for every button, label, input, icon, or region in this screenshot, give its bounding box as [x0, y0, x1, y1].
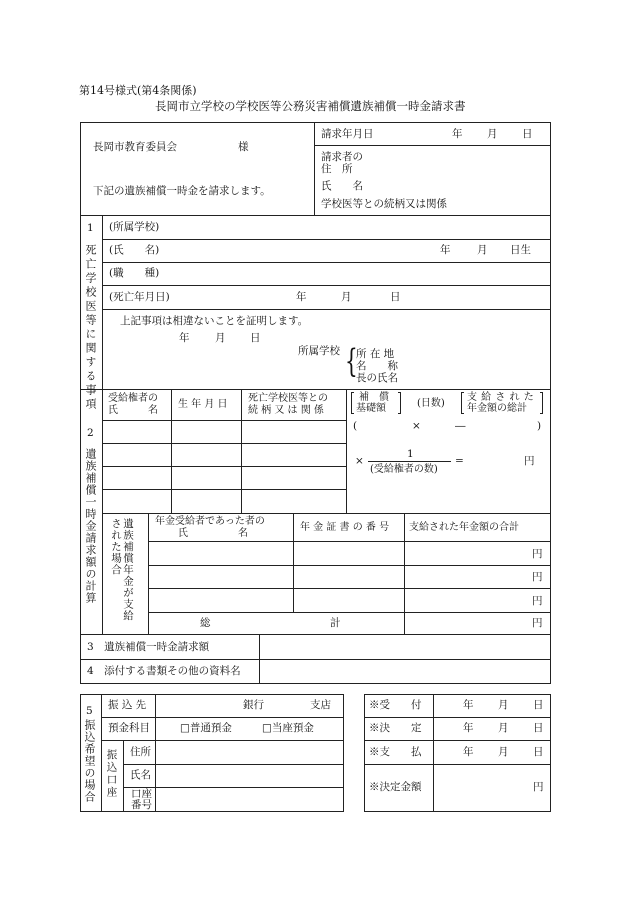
paid-year: 年: [463, 746, 474, 758]
claimant-relation-label: 学校医等との続柄又は関係: [321, 198, 447, 210]
base-label-a: 補 償: [359, 392, 389, 403]
cert-brace: {: [345, 341, 358, 381]
base-bracket-left: [351, 392, 354, 414]
heir-name-col: 氏 名: [108, 405, 158, 416]
bank-dest-label: 振 込 先: [108, 699, 147, 711]
pension-yen-1: 円: [532, 548, 543, 560]
base-label-b: 基礎額: [356, 403, 386, 414]
formula-equals: =: [455, 455, 464, 467]
request-date-label: 請求年月日: [321, 128, 374, 140]
paid-month: 月: [498, 746, 509, 758]
relation-col-a: 死亡学校医等との: [248, 393, 328, 404]
heir-col-label: 受給権者の: [108, 393, 158, 404]
fraction-bar: [368, 461, 451, 462]
account-number-label-a: 口座: [131, 788, 152, 800]
formula-yen: 円: [524, 455, 535, 467]
cert-school-label: 所属学校: [298, 345, 340, 357]
pension-total-a: 総: [200, 617, 211, 629]
deposit-type-label: 預金科目: [108, 722, 150, 734]
section5-number: 5: [86, 705, 93, 717]
checkbox-toza[interactable]: □当座預金: [262, 722, 314, 734]
formula-paren-close: ): [537, 420, 542, 432]
decided-year: 年: [463, 722, 474, 734]
bank-transfer-frame: [80, 694, 344, 812]
formula-times-2: ×: [355, 455, 364, 467]
pension-total-yen: 円: [532, 617, 543, 629]
relation-col-b: 続 柄 又 は 関 係: [248, 405, 324, 416]
birth-year: 年: [440, 244, 451, 256]
death-day: 日: [390, 291, 401, 303]
received-year: 年: [463, 699, 474, 711]
account-name-label: 氏名: [130, 769, 151, 781]
death-year: 年: [296, 291, 307, 303]
base-bracket-right: [398, 392, 401, 414]
date-day: 日: [522, 128, 533, 140]
section5-title: 振込希望の場合: [83, 719, 96, 803]
checkbox-futsu[interactable]: □普通預金: [180, 722, 232, 734]
section3-label: 3 遺族補償一時金請求額: [87, 641, 210, 653]
pension-total-b: 計: [330, 617, 341, 629]
formula-denominator: (受給権者の数): [370, 464, 438, 475]
cert-head-label: 長の氏名: [356, 372, 398, 384]
account-label: 振込口座: [105, 749, 118, 799]
pension-col-cert-no: 年 金 証 書 の 番 号: [300, 522, 390, 533]
paid-day: 日: [533, 746, 544, 758]
deceased-school-label: (所属学校): [109, 221, 160, 233]
paid-total-label-a: 支 給 さ れ た: [467, 392, 535, 403]
account-number-label-b: 番号: [131, 799, 152, 811]
office-amount-label: ※決定金額: [369, 781, 422, 793]
request-text: 下記の遺族補償一時金を請求します。: [93, 185, 271, 197]
section4-label: 4 添付する書類その他の資料名: [87, 665, 241, 677]
date-month: 月: [487, 128, 498, 140]
days-label: (日数): [417, 398, 445, 409]
form-title: 長岡市立学校の学校医等公務災害補償遺族補償一時金請求書: [155, 99, 466, 113]
birth-col: 生 年 月 日: [178, 399, 228, 410]
paid-bracket-left: [461, 392, 464, 414]
office-decided-label: ※決 定: [369, 722, 422, 734]
addressee-sama: 様: [238, 141, 249, 153]
pension-case-label: 遺族補償年金が支給された場合: [110, 518, 134, 622]
certify-text: 上記事項は相違ないことを証明します。: [120, 315, 309, 327]
pension-col-recipient-b: 氏 名: [178, 528, 248, 539]
formula-times: ×: [412, 420, 421, 432]
paid-total-label-b: 年金額の総計: [467, 403, 527, 414]
deceased-name-label: (氏 名): [109, 244, 160, 256]
cert-month: 月: [215, 332, 226, 344]
addressee: 長岡市教育委員会: [93, 141, 177, 153]
formula-paren-open: (: [353, 420, 358, 432]
birth-month: 月: [477, 244, 488, 256]
death-month: 月: [341, 291, 352, 303]
death-date-label: (死亡年月日): [109, 291, 170, 303]
claimant-of: 請求者の: [321, 151, 363, 163]
pension-col-total: 支給された年金額の合計: [409, 522, 519, 533]
bank-suffix: 銀行: [243, 699, 264, 711]
cert-day: 日: [250, 332, 261, 344]
claimant-address-label: 住 所: [321, 163, 353, 175]
account-address-label: 住所: [130, 746, 151, 758]
office-received-label: ※受 付: [369, 699, 422, 711]
cert-location-label: 所 在 地: [356, 348, 395, 360]
paid-bracket-right: [540, 392, 543, 414]
section2-title: 遺族補償一時金請求額の計算: [84, 448, 97, 604]
date-year: 年: [452, 128, 463, 140]
formula-numerator: 1: [407, 448, 414, 460]
section1-number: 1: [87, 222, 94, 234]
form-number: 第14号様式(第4条関係): [79, 84, 197, 97]
decided-month: 月: [498, 722, 509, 734]
decided-day: 日: [533, 722, 544, 734]
pension-yen-2: 円: [532, 571, 543, 583]
office-paid-label: ※支 払: [369, 746, 422, 758]
section2-number: 2: [87, 427, 94, 439]
birth-day-suffix: 日生: [510, 244, 531, 256]
pension-yen-3: 円: [532, 595, 543, 607]
branch-suffix: 支店: [310, 699, 331, 711]
received-month: 月: [498, 699, 509, 711]
cert-name-label: 名 称: [356, 360, 398, 372]
pension-col-recipient-a: 年金受給者であった者の: [155, 516, 265, 527]
office-amount-yen: 円: [533, 781, 544, 793]
formula-minus: ―: [455, 420, 466, 432]
cert-year: 年: [179, 332, 190, 344]
section1-title: 死亡学校医等に関する事項: [84, 244, 97, 412]
claimant-name-label: 氏 名: [321, 180, 363, 192]
received-day: 日: [533, 699, 544, 711]
deceased-job-label: (職 種): [109, 267, 160, 279]
